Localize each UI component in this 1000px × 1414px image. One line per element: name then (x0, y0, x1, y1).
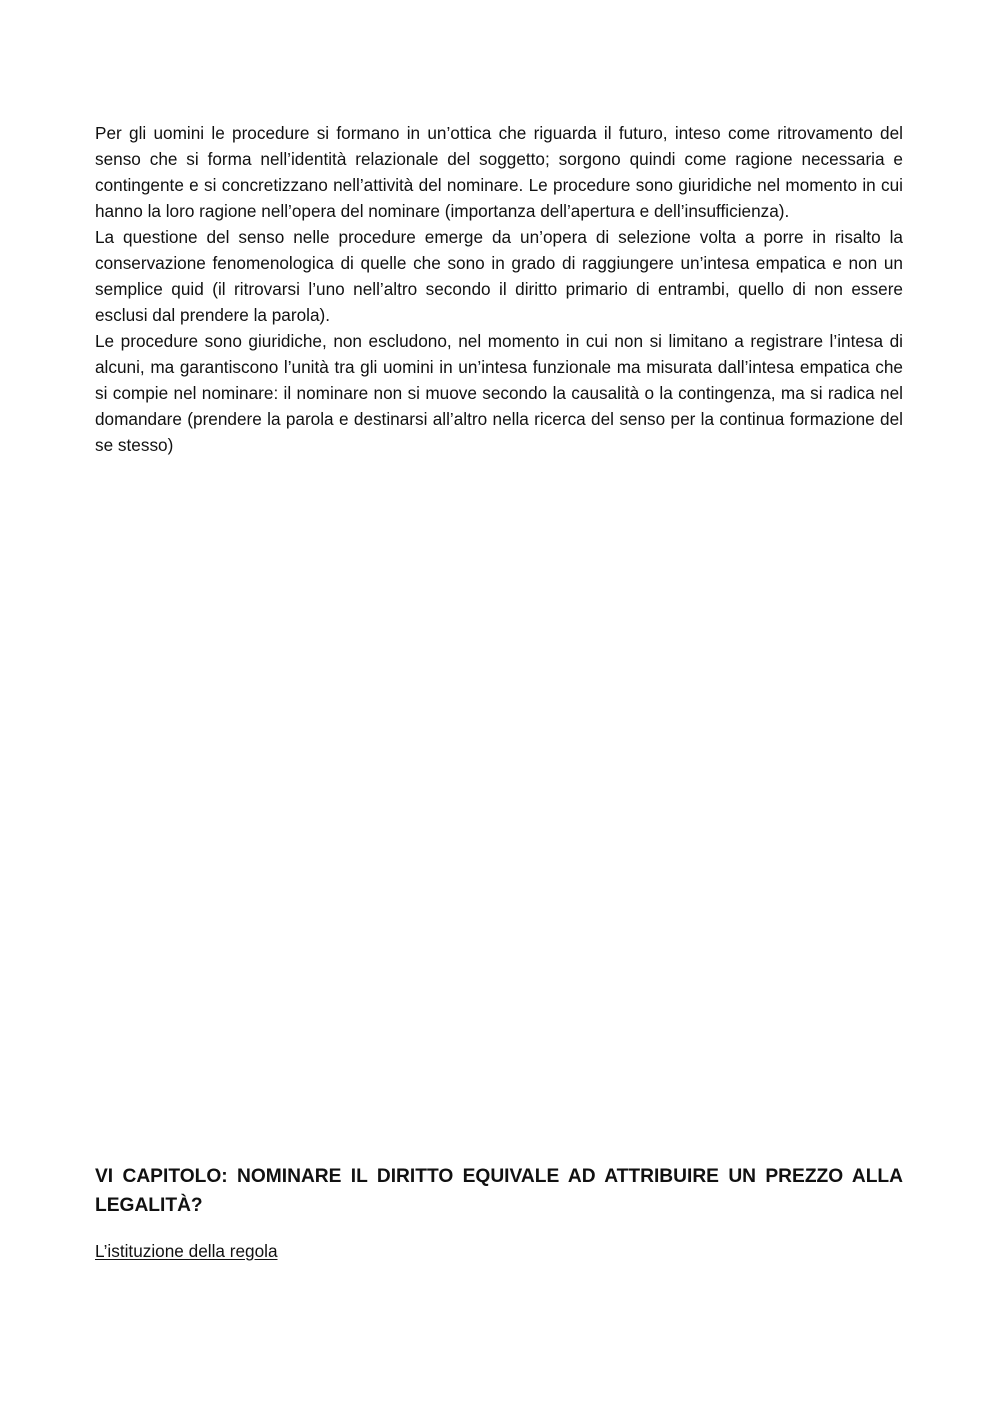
chapter-heading: VI CAPITOLO: NOMINARE IL DIRITTO EQUIVALE AD ATTRIBUIRE UN PREZZO ALLA LEGALITÀ? (95, 1166, 903, 1216)
paragraph: La questione del senso nelle procedure emerge da un’opera di selezione volta a porre in risalto la conservazione fenomenologica di quelle che sono in grado di raggiungere un’intesa empatica e non un semplice quid (il ritrovarsi l’uno nell’altro secondo il diritto primario di entrambi, quello di non essere esclusi dal prendere la parola). (95, 227, 903, 325)
paragraph: Per gli uomini le procedure si formano in un’ottica che riguarda il futuro, inteso come ritrovamento del senso che si forma nell’identità relazionale del soggetto; sorgono quindi come ragione necessaria e contingente e si concretizzano nell’attività del nominare. Le procedure sono giuridiche nel momento in cui hanno la loro ragione nell’opera del nominare (importanza dell’apertura e dell’insufficienza). (95, 123, 903, 221)
section-title: L’istituzione della regola (95, 1241, 278, 1261)
body-text (95, 120, 903, 458)
paragraph: Le procedure sono giuridiche, non escludono, nel momento in cui non si limitano a registrare l’intesa di alcuni, ma garantiscono l’unità tra gli uomini in un’intesa funzionale ma misurata dall’intesa empatica che si compie nel nominare: il nominare non si muove secondo la causalità o la contingenza, ma si radica nel domandare (prendere la parola e destinarsi all’altro nella ricerca del senso per la continua formazione del se stesso) (95, 331, 903, 455)
